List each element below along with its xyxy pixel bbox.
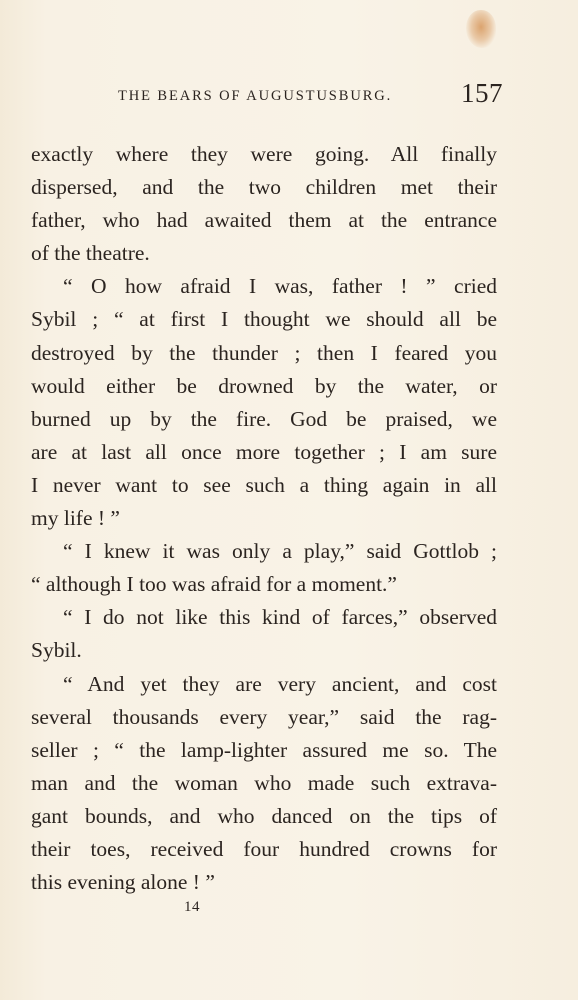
text-line: man and the woman who made such extrava- — [31, 770, 497, 795]
text-line: several thousands every year,” said the rag- — [31, 704, 497, 729]
text-line: exactly where they were going. All finally — [31, 142, 497, 166]
text-line: seller ; “ the lamp-lighter assured me so. The — [31, 737, 497, 762]
running-title: THE BEARS OF AUGUSTUSBURG. — [118, 88, 393, 104]
body-text — [31, 138, 497, 899]
text-line: would either be drowned by the water, or — [31, 373, 497, 398]
text-line: “ I do not like this kind of farces,” observed — [63, 605, 497, 630]
text-line: “ O how afraid I was, father ! ” cried — [63, 274, 497, 299]
text-line: are at last all once more together ; I am sure — [31, 439, 497, 464]
text-line: of the theatre. — [31, 241, 150, 266]
text-line: I never want to see such a thing again in all — [31, 472, 497, 497]
text-line: this evening alone ! ” — [31, 870, 215, 895]
text-line: my life ! ” — [31, 506, 120, 531]
text-line: “ And yet they are very ancient, and cost — [63, 671, 497, 696]
text-line: burned up by the fire. God be praised, we — [31, 406, 497, 431]
text-line: “ although I too was afraid for a moment.” — [31, 572, 397, 597]
text-line: gant bounds, and who danced on the tips of — [31, 803, 497, 828]
text-line: their toes, received four hundred crowns for — [31, 836, 497, 861]
paper-stain — [466, 10, 496, 48]
running-header — [0, 78, 578, 112]
text-line: father, who had awaited them at the entrance — [31, 208, 497, 233]
signature-mark: 14 — [184, 899, 200, 915]
text-line: destroyed by the thunder ; then I feared you — [31, 340, 497, 365]
text-line: Sybil ; “ at first I thought we should all be — [31, 307, 497, 332]
text-line: “ I knew it was only a play,” said Gottlob ; — [63, 539, 497, 564]
text-line: Sybil. — [31, 638, 82, 663]
page-number: 157 — [461, 78, 503, 108]
text-line: dispersed, and the two children met their — [31, 175, 497, 200]
